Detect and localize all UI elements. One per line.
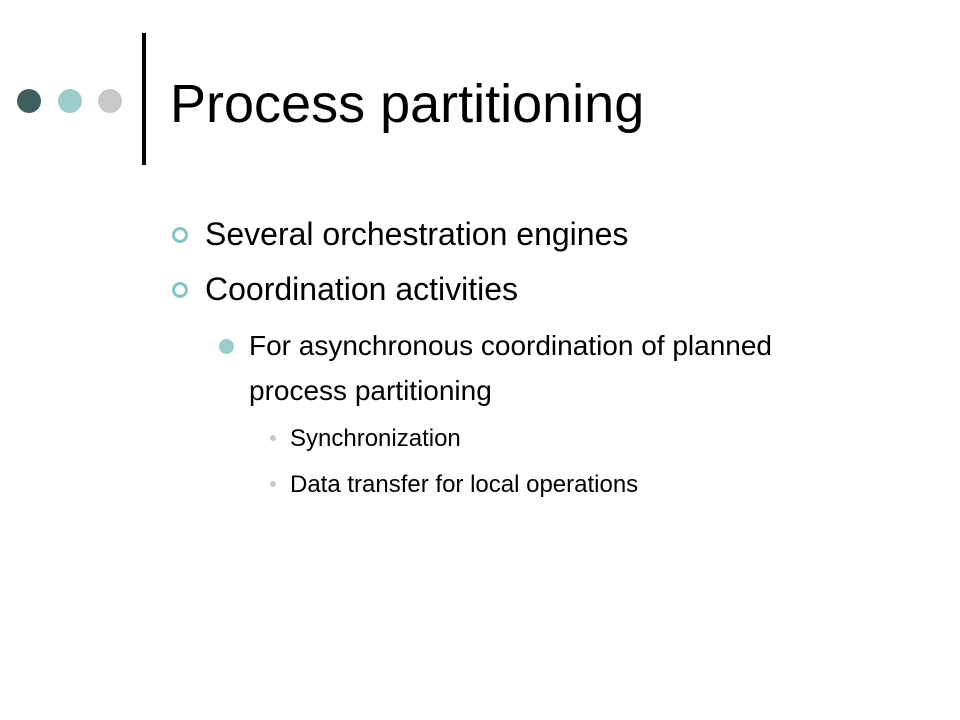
bullet-text: Coordination activities bbox=[205, 271, 519, 307]
filled-circle-bullet-icon bbox=[219, 339, 234, 354]
sub-sub-bullet-text: Data transfer for local operations bbox=[290, 471, 639, 498]
title-dot-dark-icon bbox=[17, 89, 41, 113]
title-dot-gray-icon bbox=[98, 89, 122, 113]
sub-sub-bullet-text: Synchronization bbox=[290, 425, 461, 452]
ring-bullet-icon bbox=[172, 282, 188, 298]
sub-bullet-text: For asynchronous coordination of planned process partitioning bbox=[249, 330, 773, 406]
bullet-text: Several orchestration engines bbox=[205, 216, 629, 252]
title-divider bbox=[142, 33, 146, 165]
small-dot-bullet-icon bbox=[270, 481, 276, 487]
slide-title: Process partitioning bbox=[170, 74, 645, 134]
small-dot-bullet-icon bbox=[270, 435, 276, 441]
title-dot-teal-icon bbox=[58, 89, 82, 113]
ring-bullet-icon bbox=[172, 227, 188, 243]
